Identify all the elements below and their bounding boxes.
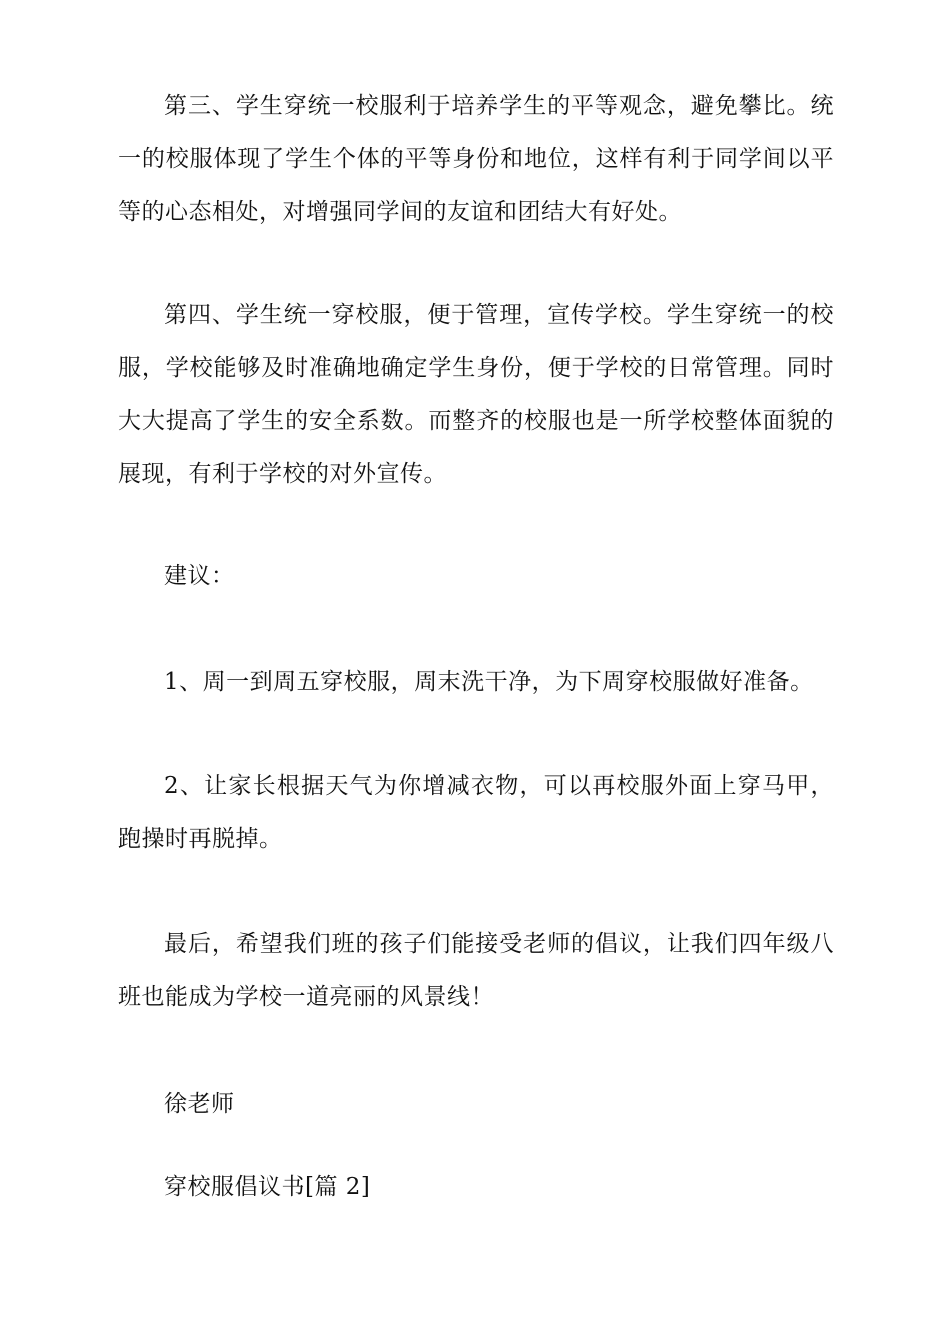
- suggestions-heading: 建议：: [164, 563, 235, 589]
- closing-paragraph: 最后，希望我们班的孩子们能接受老师的倡议，让我们四年级八班也能成为学校一道亮丽的风景线！: [118, 931, 834, 1010]
- suggestion-item-1: 1、周一到周五穿校服，周末洗干净，为下周穿校服做好准备。: [164, 669, 814, 695]
- next-article-title: 穿校服倡议书[篇 2]: [164, 1174, 371, 1200]
- paragraph-third-point: 第三、学生穿统一校服利于培养学生的平等观念，避免攀比。统一的校服体现了学生个体的平等身份和地位，这样有利于同学间以平等的心态相处，对增强同学间的友谊和团结大有好处。: [118, 93, 834, 225]
- suggestion-item-2: 2、让家长根据天气为你增减衣物，可以再校服外面上穿马甲，跑操时再脱掉。: [118, 773, 834, 852]
- paragraph-fourth-point: 第四、学生统一穿校服，便于管理，宣传学校。学生穿统一的校服，学校能够及时准确地确定学生身份，便于学校的日常管理。同时大大提高了学生的安全系数。而整齐的校服也是一所学校整体面貌的展现，有利于学校的对外宣传。: [118, 302, 834, 487]
- signature: 徐老师: [164, 1091, 235, 1117]
